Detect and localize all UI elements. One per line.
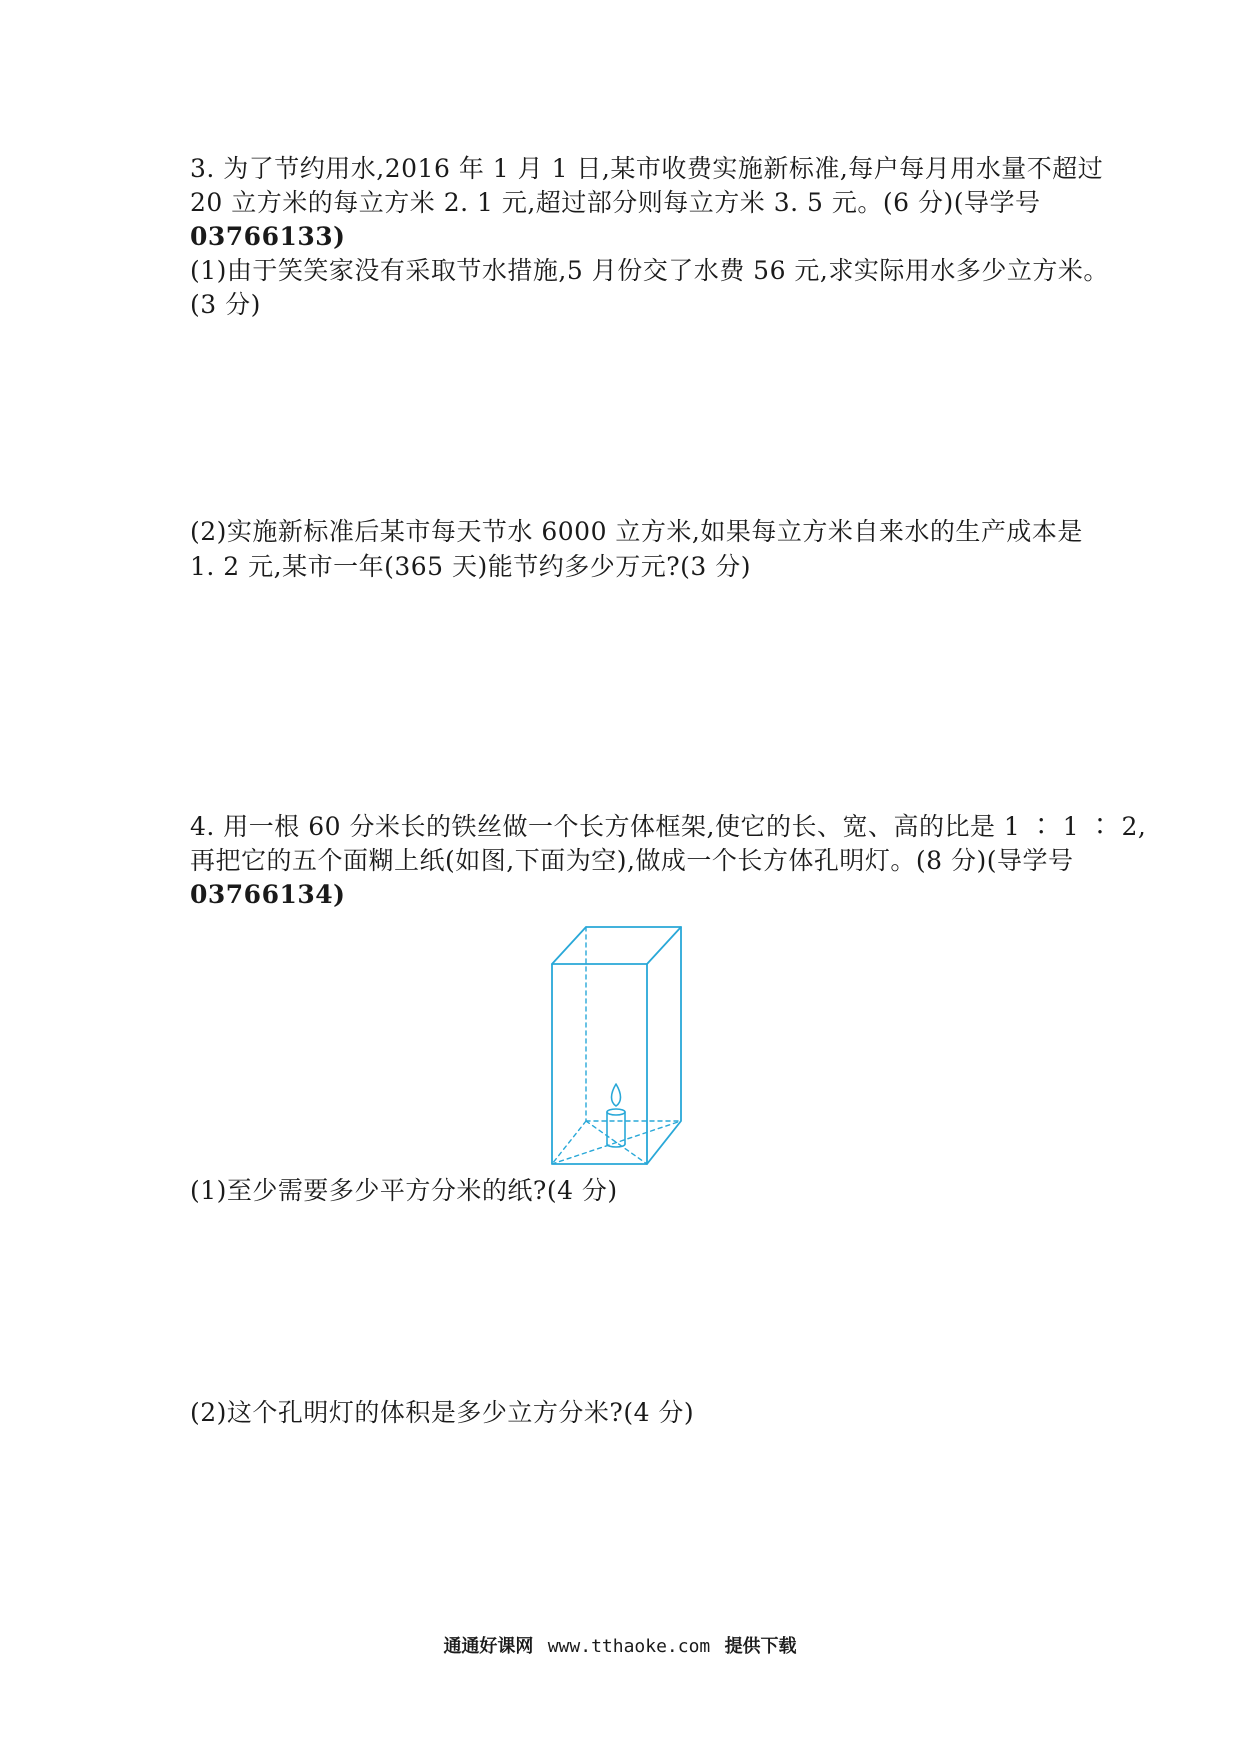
q3-sub2-line-2: 1. 2 元,某市一年(365 天)能节约多少万元?(3 分) [190, 552, 752, 581]
q3-stem-line-2: 20 立方米的每立方米 2. 1 元,超过部分则每立方米 3. 5 元。(6 分)(导学号 [190, 188, 1041, 217]
page-footer [0, 1632, 1240, 1658]
q3-sub1-line-1: (1)由于笑笑家没有采取节水措施,5 月份交了水费 56 元,求实际用水多少立方米。 [190, 256, 1109, 285]
q4-sub1: (1)至少需要多少平方分米的纸?(4 分) [190, 1176, 618, 1205]
q4-stem-line-2: 再把它的五个面糊上纸(如图,下面为空),做成一个长方体孔明灯。(8 分)(导学号 [190, 846, 1074, 875]
q4-stem-line-1: 4. 用一根 60 分米长的铁丝做一个长方体框架,使它的长、宽、高的比是 1 ∶ 1 ∶ 2, [190, 812, 1147, 841]
q3-sub2-line-1: (2)实施新标准后某市每天节水 6000 立方米,如果每立方米自来水的生产成本是 [190, 517, 1083, 546]
q4-guide-code: 03766134) [190, 880, 346, 909]
q3-sub1-line-2: (3 分) [190, 290, 261, 319]
candle-icon [607, 1084, 625, 1147]
cuboid-lantern-figure [550, 922, 700, 1168]
q3-guide-code: 03766133) [190, 222, 346, 251]
q4-sub2: (2)这个孔明灯的体积是多少立方分米?(4 分) [190, 1398, 695, 1427]
footer-url-link[interactable]: www.tthaoke.com [547, 1636, 711, 1657]
footer-suffix: 提供下载 [724, 1636, 797, 1657]
cuboid-hidden-edges [552, 927, 681, 1164]
cuboid-solid-edges [552, 927, 681, 1164]
footer-site-name: 通通好课网 [443, 1636, 534, 1657]
q3-stem-line-1: 3. 为了节约用水,2016 年 1 月 1 日,某市收费实施新标准,每户每月用水量不超过 [190, 154, 1104, 183]
